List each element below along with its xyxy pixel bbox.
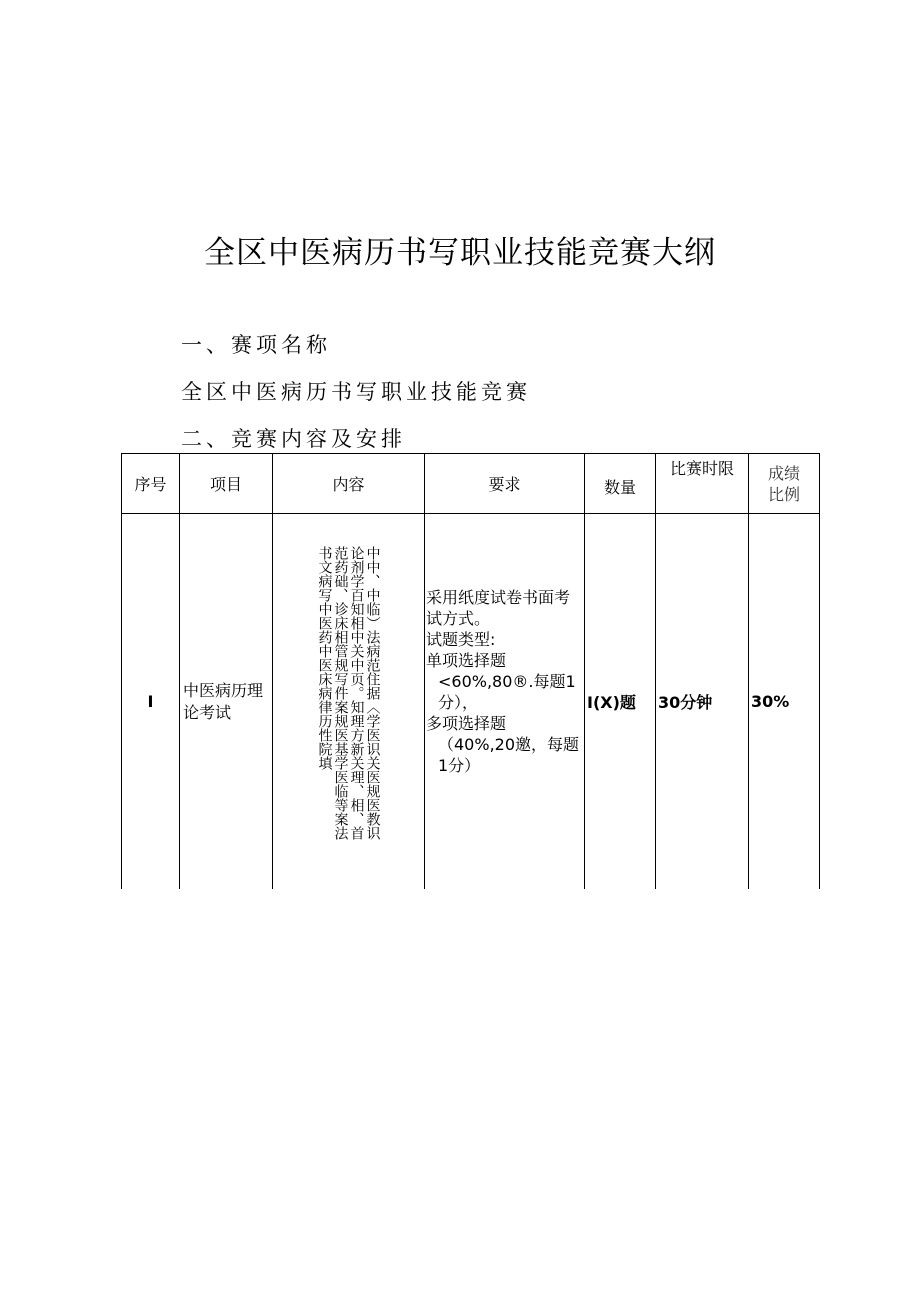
section-heading-event-name: 一、赛项名称 [181, 333, 331, 357]
row-seq: I [122, 514, 180, 890]
table-row [122, 514, 820, 890]
header-content: 内容 [273, 454, 425, 514]
row-ratio: 30% [749, 514, 820, 890]
header-ratio-line1: 成绩 [767, 463, 800, 483]
section-heading-content: 二、竞赛内容及安排 [181, 427, 406, 451]
page-title: 全区中医病历书写职业技能竞赛大纲 [204, 235, 716, 271]
row-requirement [425, 514, 585, 890]
req-line-6: （40%,20邀，每题1分） [438, 735, 580, 775]
req-line-3: 单项选择题 [426, 651, 507, 670]
header-time: 比赛时限 [656, 454, 749, 514]
req-line-5: 多项选择题 [426, 714, 507, 733]
row-item: 中医病历理论考试 [180, 514, 273, 890]
req-line-4: <60%,80®.每题1分）， [438, 672, 576, 712]
header-quantity: 数量 [585, 454, 656, 514]
competition-table [121, 453, 820, 889]
row-content: 中中、中临）法病范住据〈学医识关医规医教识论剂学百知相中关中页。知理方新关理、相、首范药础、诊床相管规写件案规医基学医临等案法书文病写中医药中医床病律历性院填 [316, 546, 381, 840]
req-line-2: 试题类型: [426, 630, 496, 649]
event-name-text: 全区中医病历书写职业技能竞赛 [181, 380, 531, 404]
header-ratio-line2: 比例 [767, 484, 800, 504]
req-line-1: 采用纸度试卷书面考试方式。 [426, 588, 571, 628]
row-content-cell [273, 514, 425, 890]
row-quantity: I(X)题 [585, 514, 656, 890]
row-time: 30分钟 [656, 514, 749, 890]
header-requirement: 要求 [425, 454, 585, 514]
table-header-row [122, 454, 820, 514]
header-ratio [749, 454, 820, 514]
header-item: 项目 [180, 454, 273, 514]
header-seq: 序号 [122, 454, 180, 514]
